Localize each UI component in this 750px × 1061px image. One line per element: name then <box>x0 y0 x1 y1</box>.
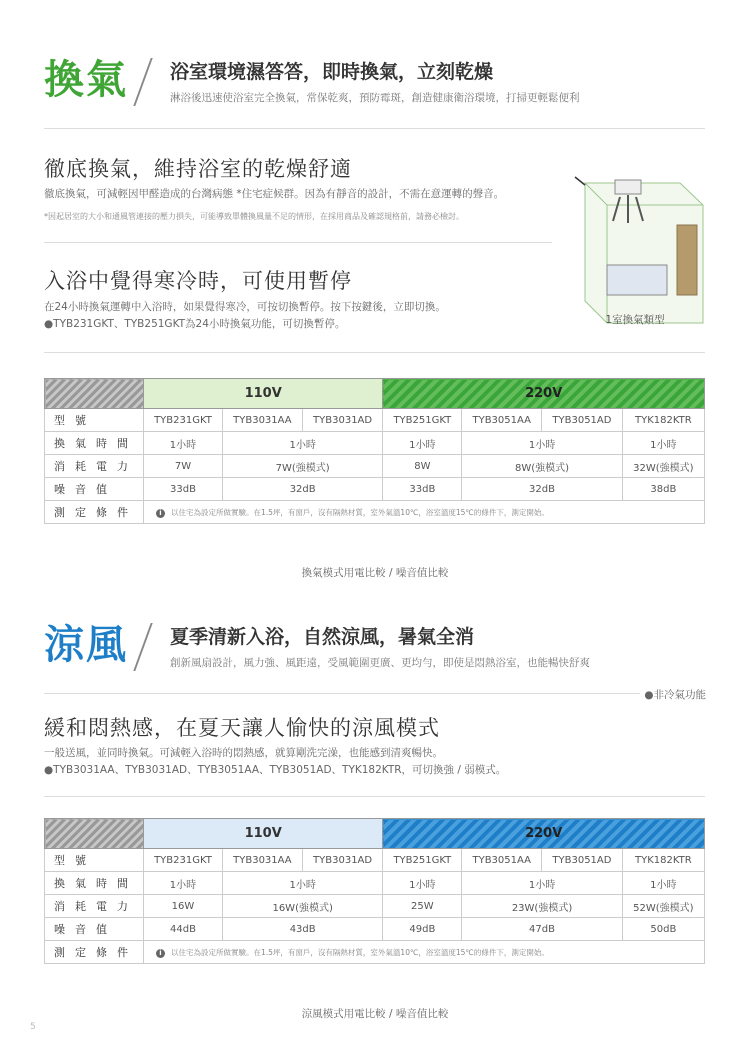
divider <box>44 796 705 797</box>
feature-model-note: ●TYB231GKT、TYB251GKT為24小時換氣功能，可切換暫停。 <box>44 318 346 330</box>
value-cell: 1小時 <box>462 872 622 895</box>
value-cell: 16W(強模式) <box>222 895 382 918</box>
feature-description: 一般送風，並同時換氣。可減輕入浴時的悶熱感，就算剛洗完澡，也能感到清爽暢快。 <box>44 747 443 759</box>
section-header-ventilation <box>44 58 580 106</box>
table-caption: 換氣模式用電比較 / 噪音值比較 <box>301 567 449 579</box>
value-cell: 7W(強模式) <box>222 455 382 478</box>
value-cell: 50dB <box>622 918 704 941</box>
value-cell: 33dB <box>144 478 223 501</box>
value-cell: 32dB <box>222 478 382 501</box>
row-header: 測定條件 <box>45 941 144 964</box>
section-heading: 夏季清新入浴，自然涼風，暑氣全消 <box>170 626 475 648</box>
row-header: 消耗電力 <box>45 895 144 918</box>
model-cell: TYK182KTR <box>622 409 704 432</box>
feature-title: 緩和悶熱感，在夏天讓人愉快的涼風模式 <box>44 716 440 740</box>
section-title: 換氣 <box>44 57 128 103</box>
value-cell: 44dB <box>144 918 223 941</box>
ventilation-spec-table <box>44 378 705 524</box>
model-cell: TYB3031AD <box>302 409 383 432</box>
section-header-cool-breeze <box>44 623 590 671</box>
section-title: 涼風 <box>44 622 128 668</box>
table-row-power <box>45 455 705 478</box>
feature-footnote: *因起居室的大小和通風管連接的壓力損失，可能導致單體換風量不足的情形，在採用商品及確認規格前，請務必檢討。 <box>44 212 464 221</box>
table-row-noise <box>45 918 705 941</box>
value-cell: 43dB <box>222 918 382 941</box>
table-row-time <box>45 872 705 895</box>
divider-slash <box>133 58 152 106</box>
table-caption: 涼風模式用電比較 / 噪音值比較 <box>301 1008 449 1020</box>
section-heading: 浴室環境濕答答，即時換氣，立刻乾燥 <box>170 61 494 83</box>
model-cell: TYB3051AA <box>462 849 542 872</box>
model-cell: TYB251GKT <box>383 849 462 872</box>
voltage-110-label: 110V <box>144 379 383 409</box>
bathroom-ventilation-illustration <box>565 165 705 325</box>
model-cell: TYB231GKT <box>144 409 223 432</box>
divider <box>44 352 705 353</box>
voltage-110-label: 110V <box>144 819 383 849</box>
table-row-model <box>45 849 705 872</box>
model-cell: TYB3031AA <box>222 409 302 432</box>
illustration-caption: 1室換氣類型 <box>605 314 665 326</box>
row-header: 換氣時間 <box>45 432 144 455</box>
row-header: 消耗電力 <box>45 455 144 478</box>
value-cell: 1小時 <box>222 432 382 455</box>
model-cell: TYB3031AD <box>302 849 383 872</box>
non-aircon-tag: ●非冷氣功能 <box>644 689 706 701</box>
value-cell: 33dB <box>383 478 462 501</box>
table-row-condition <box>45 501 705 524</box>
value-cell: 1小時 <box>222 872 382 895</box>
value-cell: 25W <box>383 895 462 918</box>
row-header: 測定條件 <box>45 501 144 524</box>
value-cell: 1小時 <box>144 872 223 895</box>
value-cell: 38dB <box>622 478 704 501</box>
condition-text: 以住宅為設定所做實驗。在1.5坪，有窗戶，沒有隔熱材質，室外氣溫10℃，浴室溫度15℃的條件下，測定開始。 <box>171 507 549 517</box>
value-cell: 1小時 <box>383 872 462 895</box>
table-row-noise <box>45 478 705 501</box>
divider <box>44 128 705 129</box>
divider <box>44 693 640 694</box>
row-header: 噪音值 <box>45 478 144 501</box>
table-corner <box>45 819 144 849</box>
row-header: 噪音值 <box>45 918 144 941</box>
info-icon: i <box>156 949 165 958</box>
row-header: 型號 <box>45 409 144 432</box>
value-cell: 1小時 <box>144 432 223 455</box>
value-cell: 8W <box>383 455 462 478</box>
model-cell: TYB231GKT <box>144 849 223 872</box>
voltage-220-label: 220V <box>383 819 705 849</box>
voltage-220-label: 220V <box>383 379 705 409</box>
value-cell: 32dB <box>462 478 622 501</box>
condition-text: 以住宅為設定所做實驗。在1.5坪，有窗戶，沒有隔熱材質，室外氣溫10℃，浴室溫度15℃的條件下，測定開始。 <box>171 947 549 957</box>
value-cell: 49dB <box>383 918 462 941</box>
table-corner <box>45 379 144 409</box>
feature-title: 徹底換氣，維持浴室的乾燥舒適 <box>44 157 352 181</box>
value-cell: 52W(強模式) <box>622 895 704 918</box>
value-cell: 8W(強模式) <box>462 455 622 478</box>
model-cell: TYB251GKT <box>383 409 462 432</box>
row-header: 型號 <box>45 849 144 872</box>
value-cell: 1小時 <box>622 432 704 455</box>
table-row-model <box>45 409 705 432</box>
row-header: 換氣時間 <box>45 872 144 895</box>
model-cell: TYK182KTR <box>622 849 704 872</box>
info-icon: i <box>156 509 165 518</box>
feature-description: 在24小時換氣運轉中入浴時，如果覺得寒冷，可按切換暫停。按下按鍵後，立即切換。 <box>44 301 446 313</box>
section-subheading: 創新風扇設計，風力強、風距遠，受風範圍更廣、更均勻，即使是悶熱浴室，也能暢快舒爽 <box>170 657 590 669</box>
value-cell: 16W <box>144 895 223 918</box>
value-cell: 7W <box>144 455 223 478</box>
model-cell: TYB3051AA <box>462 409 542 432</box>
value-cell: 32W(強模式) <box>622 455 704 478</box>
model-cell: TYB3051AD <box>542 849 623 872</box>
feature-model-note: ●TYB3031AA、TYB3031AD、TYB3051AA、TYB3051AD、TYK182KTR，可切換強 / 弱模式。 <box>44 764 507 776</box>
table-row-time <box>45 432 705 455</box>
divider-slash <box>133 623 152 671</box>
voltage-header-row <box>45 819 705 849</box>
model-cell: TYB3051AD <box>542 409 623 432</box>
table-row-condition <box>45 941 705 964</box>
value-cell: 47dB <box>462 918 622 941</box>
value-cell: 23W(強模式) <box>462 895 622 918</box>
value-cell: 1小時 <box>383 432 462 455</box>
feature-title: 入浴中覺得寒冷時，可使用暫停 <box>44 269 352 293</box>
divider <box>44 242 552 243</box>
model-cell: TYB3031AA <box>222 849 302 872</box>
cool-breeze-spec-table <box>44 818 705 964</box>
voltage-header-row <box>45 379 705 409</box>
value-cell: 1小時 <box>622 872 704 895</box>
section-subheading: 淋浴後迅速使浴室完全換氣，常保乾爽，預防霉斑，創造健康衛浴環境，打掃更輕鬆便利 <box>170 92 580 104</box>
page-number: 5 <box>30 1022 36 1032</box>
table-row-power <box>45 895 705 918</box>
value-cell: 1小時 <box>462 432 622 455</box>
feature-description: 徹底換氣，可減輕因甲醛造成的台灣病態 *住宅症候群。因為有靜音的設計，不需在意運轉的聲音。 <box>44 188 505 200</box>
